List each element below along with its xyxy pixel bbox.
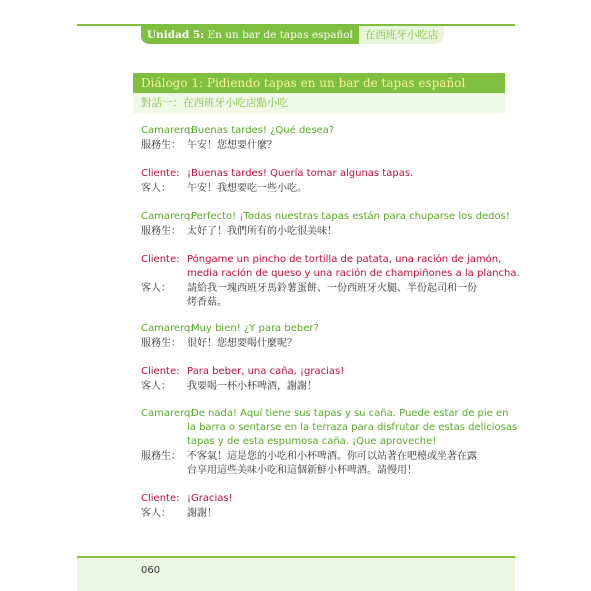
dialog-subtitle: 對話一：在西班牙小吃店點小吃 (133, 93, 505, 113)
page (77, 0, 520, 591)
speaker: Camarero: (141, 323, 194, 334)
dialog-line-es (141, 253, 521, 267)
line-text: ¡De nada! Aquí tiene sus tapas y su caña. Puede estar de pie en (187, 408, 509, 419)
dialog-line-zh (141, 139, 521, 153)
line-text: 午安！您想要什麼？ (187, 140, 277, 151)
dialog-line-zh (141, 380, 521, 394)
unit-title: En un bar de tapas español (207, 29, 353, 41)
speaker: Camarero: (141, 125, 194, 136)
dialog-line-es (141, 322, 521, 336)
dialog-line-es-cont: la barra o sentarse en la terraza para disfrutar de estas deliciosas (187, 422, 518, 433)
speaker: 服務生： (141, 140, 181, 151)
dialog-line-es (141, 407, 521, 421)
speaker: 服務生： (141, 451, 181, 462)
line-text: ¡Gracias! (187, 493, 233, 504)
dialog-title: Diálogo 1: Pidiendo tapas en un bar de tapas español (133, 73, 505, 93)
line-text: Póngame un pincho de tortilla de patata, una ración de jamón, (187, 254, 502, 265)
speaker: 客人： (141, 283, 171, 294)
dialog-line-zh (141, 225, 521, 239)
line-text: 午安！我想要吃一些小吃。 (187, 183, 307, 194)
line-text: 不客氣！這是您的小吃和小杯啤酒。你可以站著在吧檯或坐著在露 (187, 451, 477, 462)
dialog-line-es (141, 492, 521, 506)
speaker: Cliente: (141, 493, 180, 504)
unit-label: Unidad 5: (147, 29, 205, 41)
dialog-line-zh-cont: 台享用這些美味小吃和這個新鮮小杯啤酒。請慢用！ (187, 465, 417, 476)
line-text: ¡Muy bien! ¿Y para beber? (187, 323, 319, 334)
dialog-line-zh-cont: 烤香菇。 (187, 297, 227, 308)
speaker: 客人： (141, 508, 171, 519)
speaker: 服務生： (141, 338, 181, 349)
line-text: 很好！您想要喝什麼呢？ (187, 338, 297, 349)
speaker: Cliente: (141, 168, 180, 179)
dialog-line-zh (141, 450, 521, 464)
speaker: Cliente: (141, 254, 180, 265)
unit-tab (141, 26, 444, 44)
speaker: Cliente: (141, 366, 180, 377)
speaker: 服務生： (141, 226, 181, 237)
dialog-line-es-cont: media ración de queso y una ración de champiñones a la plancha. (187, 268, 520, 279)
dialog-line-zh (141, 282, 521, 296)
line-text: 謝謝！ (187, 508, 217, 519)
line-text: 太好了！我們所有的小吃很美味！ (187, 226, 337, 237)
dialog-line-es (141, 365, 521, 379)
speaker: Camarero: (141, 211, 194, 222)
dialog-line-es (141, 210, 521, 224)
unit-title-es (141, 26, 359, 44)
line-text: Para beber, una caña, ¡gracias! (187, 366, 345, 377)
line-text: ¡Buenas tardes! ¿Qué desea? (187, 125, 335, 136)
speaker: 客人： (141, 381, 171, 392)
speaker: Camarero: (141, 408, 194, 419)
line-text: ¡Perfecto! ¡Todas nuestras tapas están para chuparse los dedos! (187, 211, 510, 222)
dialog-line-zh (141, 182, 521, 196)
dialog-line-zh (141, 507, 521, 521)
dialog-line-es-cont: tapas y de esta espumosa caña. ¡Que aproveche! (187, 436, 437, 447)
line-text: ¡Buenas tardes! Quería tomar algunas tapas. (187, 168, 414, 179)
dialog-line-es (141, 124, 521, 138)
page-number: 060 (141, 565, 161, 576)
dialog-line-zh (141, 337, 521, 351)
line-text: 我要喝一杯小杯啤酒，謝謝！ (187, 381, 317, 392)
line-text: 請給我一塊西班牙馬鈴薯蛋餅、一份西班牙火腿、半份起司和一份 (187, 283, 477, 294)
dialog-line-es (141, 167, 521, 181)
speaker: 客人： (141, 183, 171, 194)
unit-title-zh: 在西班牙小吃店 (359, 26, 445, 44)
